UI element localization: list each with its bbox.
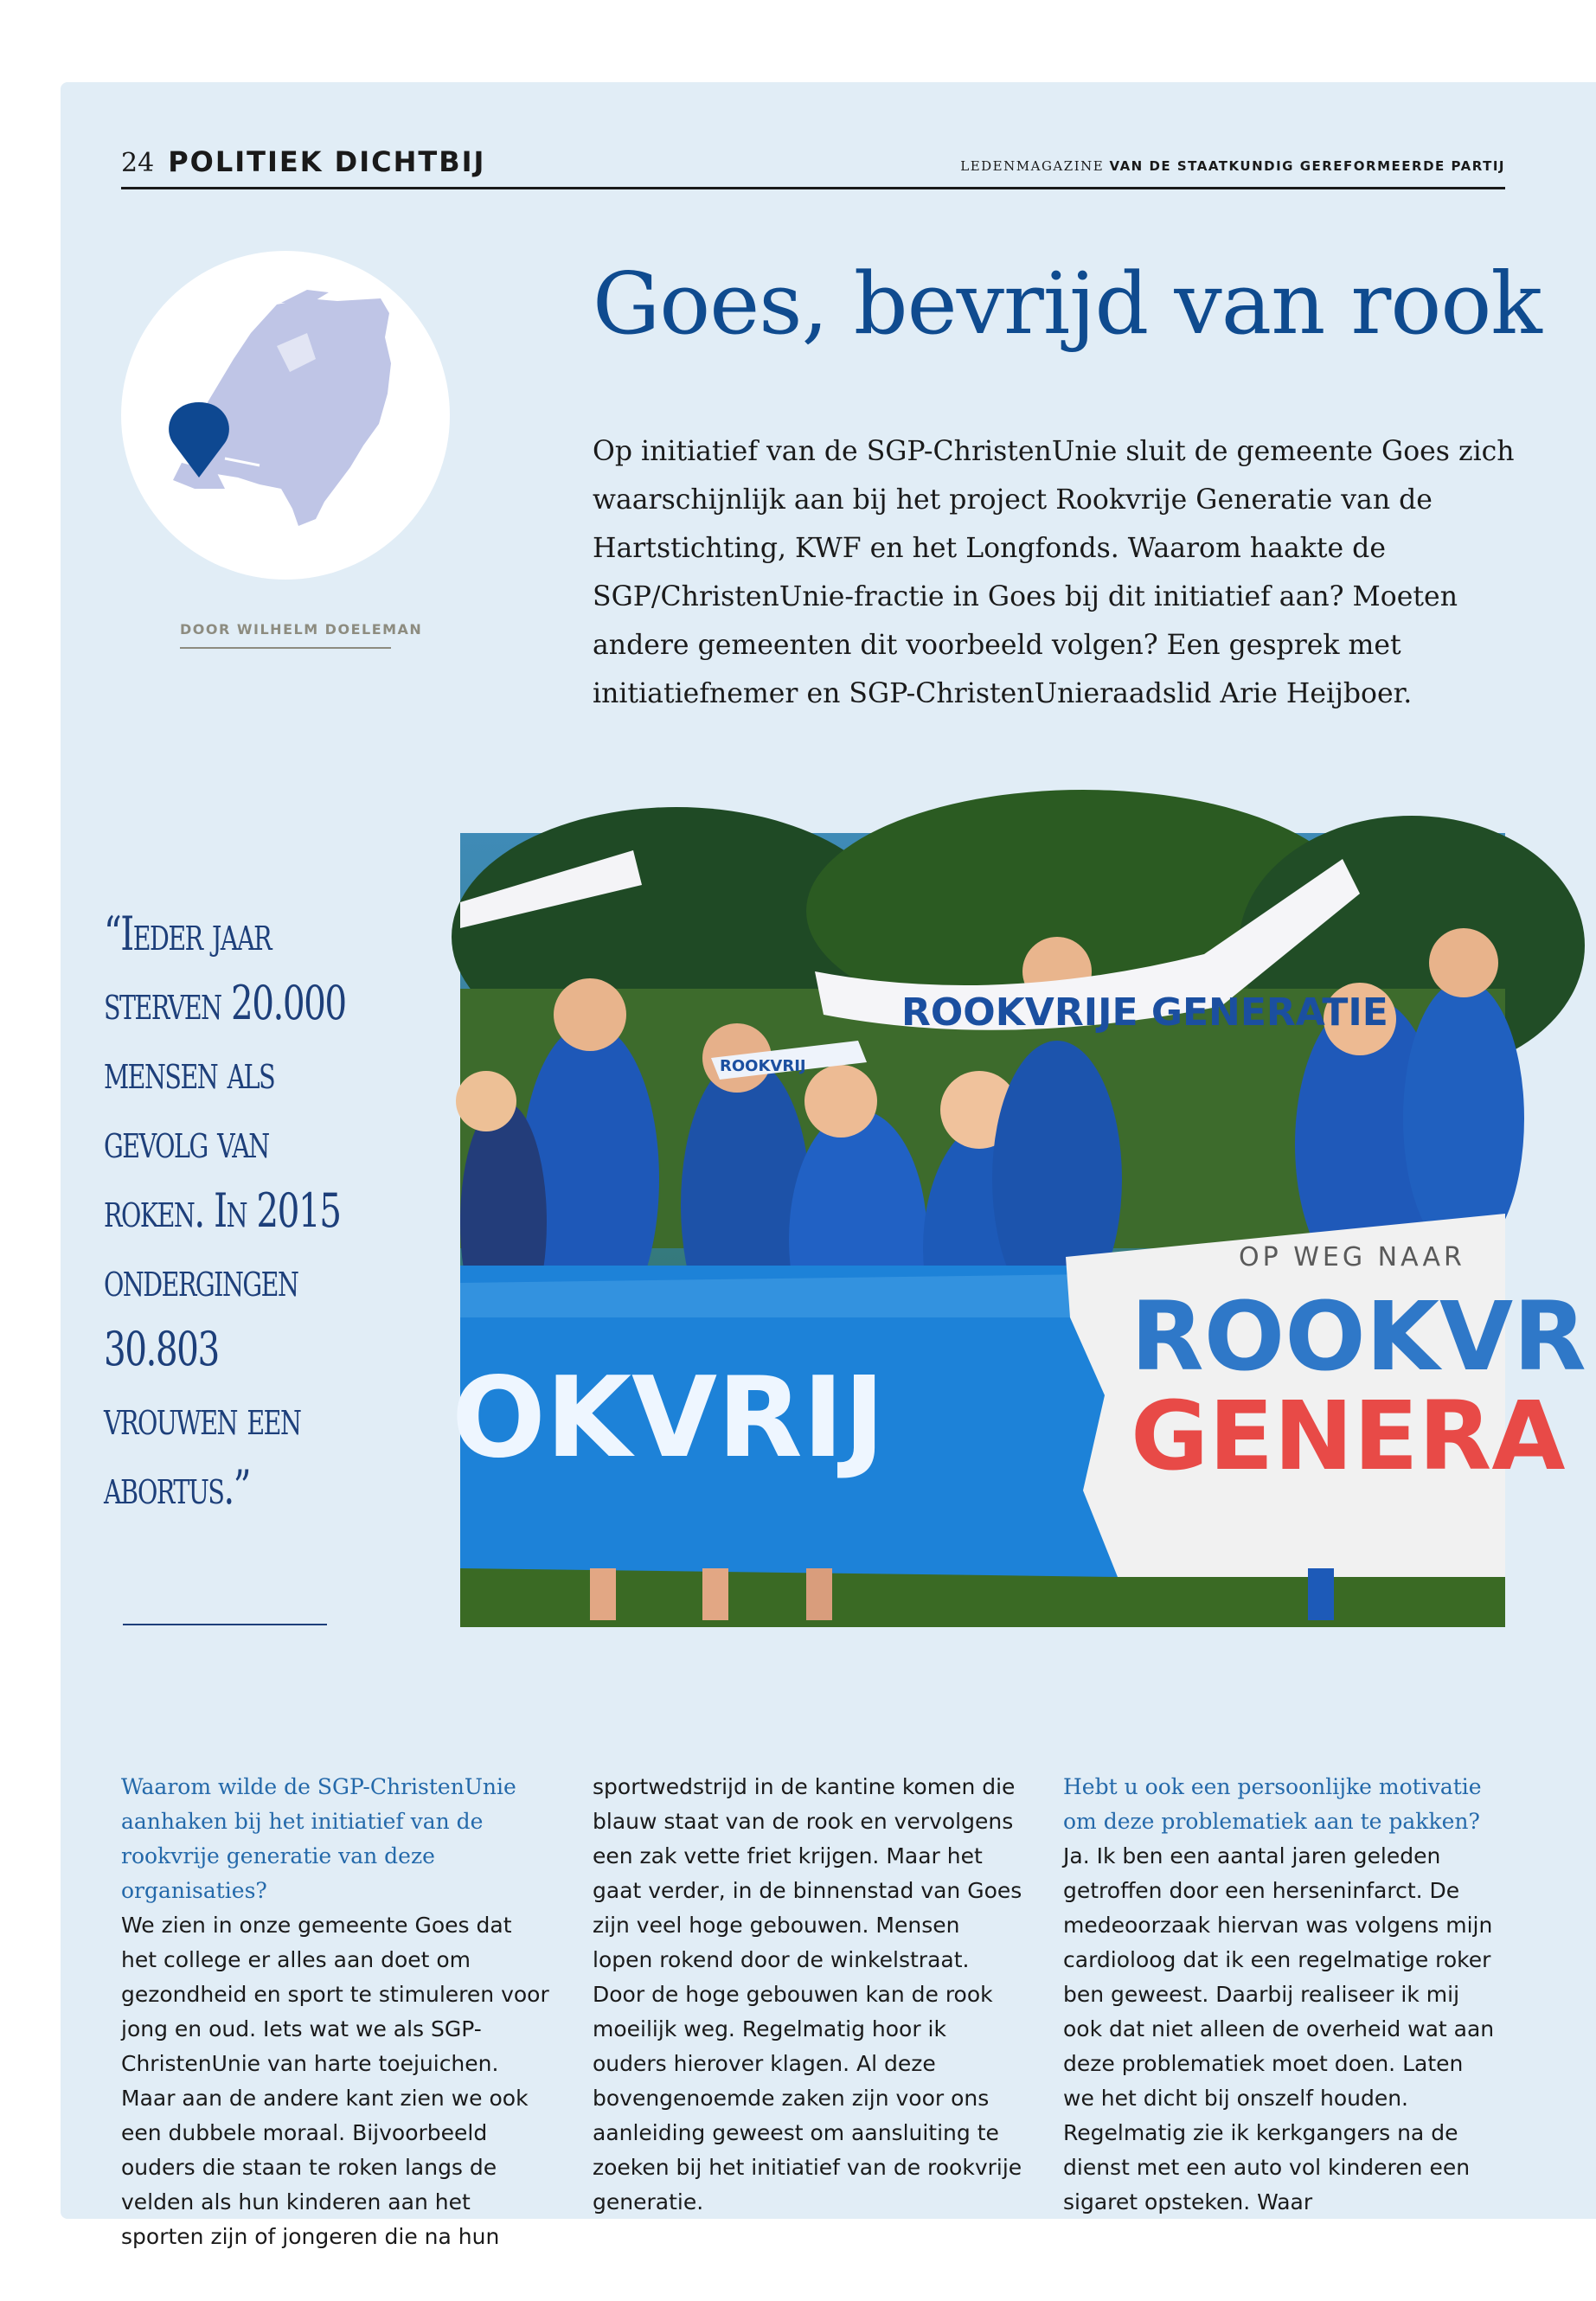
quote-rule (123, 1624, 327, 1625)
netherlands-map-icon (121, 251, 450, 580)
column-2-body: sportwedstrijd in de kantine komen die blauw staat van de rook en vervolgens een zak vette friet krijgen. Maar het gaat verder, in de binnenstad van Goes zijn veel hoge gebouwen. Mensen lopen rokend door de winkelstraat. Door de hoge gebouwen kan de rook moeilijk weg. Regelmatig hoor ik ouders hierover klagen. Al deze bovengenoemde zaken zijn voor ons aanleiding geweest om aansluiting te zoeken bij het initiatief van de rookvrije generatie. (593, 1774, 1022, 2214)
byline-rule (180, 647, 391, 649)
pull-quote: “Ieder jaar sterven 20.000 mensen als gevolg van roken. In 2015 ondergingen 30.803 vrouwen een abortus.” (104, 907, 346, 1515)
running-header (121, 145, 485, 180)
photo-children-banner (452, 833, 1586, 1627)
banner-word-2: GENERA (1131, 1381, 1566, 1491)
column-1-question: Waarom wilde de SGP-ChristenUnie aanhaken bij het initiatief van de rookvrije generatie van deze organisaties? (121, 1774, 516, 1903)
article-photo (452, 833, 1586, 1627)
netherlands-map (121, 251, 450, 580)
article-title: Goes, bevrijd van rook (593, 255, 1542, 354)
column-1-body: We zien in onze gemeente Goes dat het college er alles aan doet om gezondheid en sport te stimuleren voor jong en oud. Iets wat we als SGP-ChristenUnie van harte toejuichen. Maar aan de andere kant zien we ook een dubbele moraal. Bijvoorbeeld ouders die staan te roken langs de velden als hun kinderen aan het sporten zijn of jongeren die na hun (121, 1913, 549, 2249)
section-title: POLITIEK DICHTBIJ (168, 145, 486, 178)
column-3-question: Hebt u ook een persoonlijke motivatie om deze problematiek aan te pakken? (1063, 1774, 1482, 1834)
banner-top-text: OP WEG NAAR (1239, 1242, 1465, 1272)
header-rule (121, 187, 1505, 189)
column-3-body: Ja. Ik ben een aantal jaren geleden getroffen door een herseninfarct. De medeoorzaak hiervan was volgens mijn cardioloog dat ik een regelmatige roker ben geweest. Daarbij realiseer ik mij ook dat niet alleen de overheid wat aan deze problematiek moet doen. Laten we het dicht bij onszelf houden. Regelmatig zie ik kerkgangers na de dienst met een auto vol kinderen een sigaret opsteken. Waar (1063, 1843, 1495, 2214)
article-intro: Op initiatief van de SGP-ChristenUnie sluit de gemeente Goes zich waarschijnlijk aan bij het project Rookvrije Generatie van de Hartstichting, KWF en het Longfonds. Waarom haakte de SGP/ChristenUnie-fractie in Goes bij dit initiatief aan? Moeten andere gemeenten dit voorbeeld volgen? Een gesprek met initiatiefnemer en SGP-ChristenUnieraadslid Arie Heijboer. (593, 436, 1515, 709)
magazine-label (960, 158, 1505, 174)
column-3 (1063, 1770, 1496, 2220)
scarf-text-small: ROOKVRIJ (720, 1057, 806, 1075)
banner-left-text: OKVRIJ (452, 1354, 885, 1483)
page-number: 24 (121, 148, 155, 178)
banner-word-1: ROOKVR (1131, 1281, 1586, 1392)
column-1 (121, 1770, 554, 2254)
scarf-text: ROOKVRIJE GENERATIE (901, 990, 1388, 1035)
magazine-party: VAN DE STAATKUNDIG GEREFORMEERDE PARTIJ (1109, 158, 1505, 174)
column-2 (593, 1770, 1025, 2220)
magazine-prefix: LEDENMAGAZINE (960, 158, 1105, 174)
byline: DOOR WILHELM DOELEMAN (180, 621, 423, 638)
